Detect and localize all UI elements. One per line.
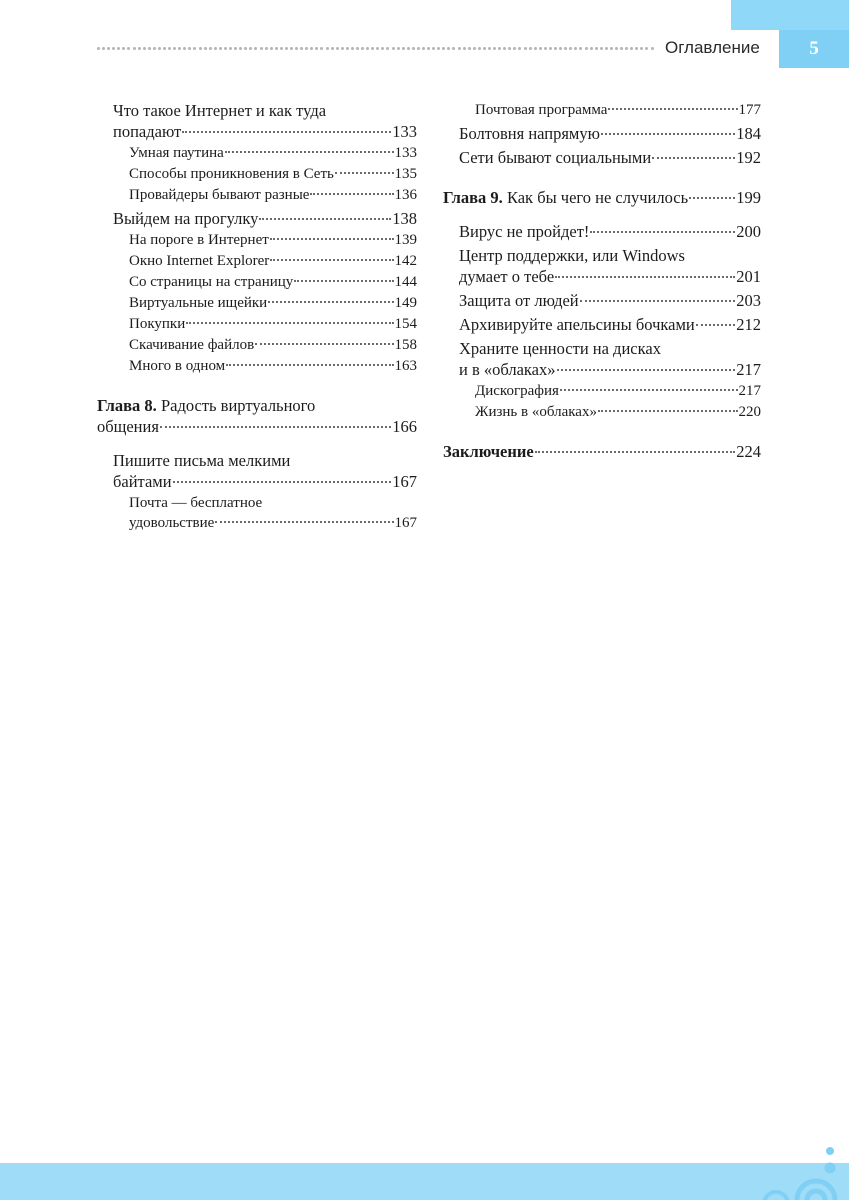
rule-dot — [498, 47, 501, 50]
dot-leader — [259, 218, 391, 220]
toc-entry-line — [475, 402, 761, 422]
toc-entry-line — [129, 293, 417, 313]
toc-page-number: 203 — [736, 291, 761, 310]
toc-entry-title: На пороге в Интернет — [129, 232, 269, 248]
rule-dot — [336, 47, 339, 50]
toc-entry — [129, 185, 417, 205]
toc-entry — [129, 493, 417, 533]
toc-entry — [113, 450, 417, 492]
toc-chapter-entry — [443, 187, 761, 208]
toc-page-number: 139 — [394, 232, 417, 248]
toc-entry — [475, 100, 761, 120]
rule-dot — [427, 47, 430, 50]
rule-dot — [122, 47, 125, 50]
dot-leader — [598, 410, 738, 412]
toc-page-number: 199 — [736, 188, 761, 207]
rule-dot — [153, 47, 156, 50]
dot-leader — [652, 157, 735, 159]
rule-dot — [442, 47, 445, 50]
rule-dot — [554, 47, 557, 50]
toc-entry-title: думает о тебе — [459, 267, 555, 286]
rule-dot — [473, 47, 476, 50]
dot-leader — [555, 276, 735, 278]
rule-dot — [143, 47, 146, 50]
toc-entry-line — [129, 164, 417, 184]
rule-dot — [102, 47, 105, 50]
toc-entry-title: Скачивание файлов — [129, 337, 255, 353]
rule-dot — [163, 47, 166, 50]
dot-leader — [173, 481, 392, 483]
rule-dot — [579, 47, 582, 50]
rule-dot — [640, 47, 643, 50]
toc-entry-line — [459, 266, 761, 287]
dot-leader — [255, 343, 393, 345]
rule-dot — [651, 47, 654, 50]
toc-entry-line — [97, 416, 417, 437]
rule-dot — [133, 47, 136, 50]
rule-dot — [127, 47, 130, 50]
toc-entry-title: Со страницы на страницу — [129, 274, 294, 290]
rule-dot — [402, 47, 405, 50]
rule-dot — [234, 47, 237, 50]
dot-leader — [270, 259, 393, 261]
toc-entry-title-part: Почта — бесплатное — [129, 495, 263, 511]
toc-entry — [459, 245, 761, 287]
rule-dot — [209, 47, 212, 50]
dot-leader — [182, 131, 391, 133]
toc-entry-title: Виртуальные ищейки — [129, 295, 268, 311]
rule-dot — [412, 47, 415, 50]
toc-page-number: 166 — [392, 417, 417, 436]
rule-dot — [518, 47, 521, 50]
toc-entry-title: Способы проникновения в Сеть — [129, 166, 334, 182]
rule-dot — [529, 47, 532, 50]
toc-page-number: 158 — [394, 337, 417, 353]
rule-dot — [275, 47, 278, 50]
toc-entry-line — [129, 513, 417, 533]
toc-entry-line — [113, 121, 417, 142]
chapter-label-wrap — [443, 187, 507, 208]
toc-chapter-entry — [97, 395, 417, 437]
toc-entry-title-part: Что такое Интернет и как туда — [113, 101, 327, 120]
page-number-badge — [779, 30, 849, 68]
toc-entry-title: Защита от людей — [459, 291, 579, 310]
rule-dot — [493, 47, 496, 50]
rule-dot — [346, 47, 349, 50]
rule-dot — [178, 47, 181, 50]
rule-dot — [513, 47, 516, 50]
toc-entry-line — [459, 221, 761, 242]
toc-page-number: 184 — [736, 124, 761, 143]
rule-dot — [564, 47, 567, 50]
rule-dot — [600, 47, 603, 50]
toc-entry-line — [129, 272, 417, 292]
toc-entry-title: Выйдем на прогулку — [113, 209, 259, 228]
toc-entry-line — [459, 359, 761, 380]
rule-dot — [300, 47, 303, 50]
toc-entry — [459, 314, 761, 335]
rule-dot — [635, 47, 638, 50]
header-dotted-rule — [97, 41, 655, 55]
rule-dot — [193, 47, 196, 50]
toc-entry — [113, 208, 417, 229]
dot-leader — [535, 451, 736, 453]
rule-dot — [574, 47, 577, 50]
toc-entry-title: Сети бывают социальными — [459, 148, 652, 167]
rule-dot — [534, 47, 537, 50]
rule-dot — [463, 47, 466, 50]
rule-dot — [341, 47, 344, 50]
toc-entry-line — [129, 185, 417, 205]
toc-entry-title: байтами — [113, 472, 172, 491]
rule-dot — [183, 47, 186, 50]
rule-dot — [392, 47, 395, 50]
rule-dot — [407, 47, 410, 50]
dot-leader — [580, 300, 736, 302]
toc-right-column — [443, 100, 761, 462]
toc-page-number: 167 — [392, 472, 417, 491]
toc-entry-line — [459, 314, 761, 335]
rule-dot — [559, 47, 562, 50]
dot-leader — [557, 369, 736, 371]
toc-entry — [113, 100, 417, 142]
rule-dot — [173, 47, 176, 50]
toc-entry-title: Много в одном — [129, 358, 226, 374]
rule-dot — [539, 47, 542, 50]
toc-entry-title-part: Радость виртуального — [160, 396, 316, 415]
toc-page-number: 217 — [736, 360, 761, 379]
toc-page-number: 154 — [394, 316, 417, 332]
rule-dot — [458, 47, 461, 50]
toc-entry-title-line1 — [97, 395, 417, 416]
rule-dot — [249, 47, 252, 50]
rule-dot — [97, 47, 100, 50]
rule-dot — [381, 47, 384, 50]
toc-page-number: 220 — [738, 404, 761, 420]
toc-entry-line — [129, 356, 417, 376]
toc-entry-line — [443, 187, 761, 208]
toc-page-number: 163 — [394, 358, 417, 374]
toc-entry-line — [475, 381, 761, 401]
rule-dot — [544, 47, 547, 50]
rule-dot — [483, 47, 486, 50]
rule-dot — [331, 47, 334, 50]
rule-dot — [168, 47, 171, 50]
toc-entry-title: Вирус не пройдет! — [459, 222, 590, 241]
rule-dot — [569, 47, 572, 50]
rule-dot — [371, 47, 374, 50]
toc-page-number: 135 — [394, 166, 417, 182]
toc-entry-title: попадают — [113, 122, 182, 141]
toc-entry-title: Умная паутина — [129, 145, 224, 161]
rule-dot — [280, 47, 283, 50]
dot-leader — [160, 426, 391, 428]
toc-entry-title: и в «облаках» — [459, 360, 556, 379]
rule-dot — [138, 47, 141, 50]
rule-dot — [503, 47, 506, 50]
rule-dot — [244, 47, 247, 50]
rule-dot — [508, 47, 511, 50]
rule-dot — [590, 47, 593, 50]
rule-dot — [239, 47, 242, 50]
rule-dot — [447, 47, 450, 50]
rule-dot — [620, 47, 623, 50]
toc-entry — [475, 381, 761, 401]
toc-entry-line — [459, 123, 761, 144]
dot-leader — [608, 108, 737, 110]
rule-dot — [478, 47, 481, 50]
footer-band — [0, 1163, 849, 1200]
rule-dot — [270, 47, 273, 50]
dot-leader — [268, 301, 393, 303]
toc-entry — [129, 143, 417, 163]
rule-dot — [356, 47, 359, 50]
toc-entry — [129, 293, 417, 313]
toc-entry-line — [459, 147, 761, 168]
toc-entry-line — [475, 100, 761, 120]
toc-entry-title-part: Пишите письма мелкими — [113, 451, 291, 470]
toc-entry-title: общения — [97, 417, 159, 436]
toc-entry-title: Покупки — [129, 316, 186, 332]
toc-entry-line — [129, 143, 417, 163]
rule-dot — [320, 47, 323, 50]
toc-entry-line — [443, 441, 761, 462]
rule-dot — [188, 47, 191, 50]
toc-entry-title-line1 — [459, 338, 761, 359]
corner-tab — [731, 0, 849, 30]
toc-page-number: 133 — [394, 145, 417, 161]
toc-entry-title-line1 — [459, 245, 761, 266]
toc-page-number: 177 — [738, 102, 761, 118]
dot-leader — [294, 280, 393, 282]
toc-entry-title: Почтовая программа — [475, 102, 608, 118]
rule-dot — [625, 47, 628, 50]
toc-entry-title: Архивируйте апельсины бочками — [459, 315, 695, 334]
toc-entry-title: Провайдеры бывают разные — [129, 187, 310, 203]
toc-page-number: 217 — [738, 383, 761, 399]
toc-entry-title: удовольствие — [129, 515, 215, 531]
rule-dot — [610, 47, 613, 50]
rule-dot — [524, 47, 527, 50]
dot-leader — [225, 151, 394, 153]
toc-entry-title: Как бы чего не случилось — [506, 188, 689, 207]
toc-page-number: 138 — [392, 209, 417, 228]
rule-dot — [254, 47, 257, 50]
rule-dot — [361, 47, 364, 50]
rule-dot — [214, 47, 217, 50]
toc-entry-line — [129, 314, 417, 334]
toc-entry-title-line1 — [113, 100, 417, 121]
rule-dot — [386, 47, 389, 50]
toc-page-number: 200 — [736, 222, 761, 241]
toc-entry-line — [129, 251, 417, 271]
rule-dot — [351, 47, 354, 50]
rule-dot — [310, 47, 313, 50]
dot-leader — [270, 238, 394, 240]
toc-left-column — [97, 100, 417, 533]
toc-entry — [129, 356, 417, 376]
rule-dot — [326, 47, 329, 50]
dot-leader — [696, 324, 736, 326]
toc-entry-title: Болтовня напрямую — [459, 124, 600, 143]
dot-leader — [601, 133, 735, 135]
toc-entry — [459, 147, 761, 168]
toc-entry-title: Заключение — [443, 442, 534, 461]
dot-leader — [310, 193, 393, 195]
dot-leader — [335, 172, 394, 174]
dot-leader — [560, 389, 738, 391]
toc-entry — [459, 123, 761, 144]
toc-entry-title: Окно Internet Explorer — [129, 253, 270, 269]
chapter-label: Глава 8. — [97, 396, 157, 415]
toc-entry-title-line1 — [129, 493, 417, 513]
dot-leader — [226, 364, 393, 366]
toc-page-number: 133 — [392, 122, 417, 141]
rule-dot — [148, 47, 151, 50]
rule-dot — [549, 47, 552, 50]
rule-dot — [615, 47, 618, 50]
toc-page-number: 167 — [394, 515, 417, 531]
rule-dot — [432, 47, 435, 50]
rule-dot — [204, 47, 207, 50]
rule-dot — [107, 47, 110, 50]
toc-entry-title-line1 — [113, 450, 417, 471]
toc-page-number: 149 — [394, 295, 417, 311]
toc-entry — [129, 251, 417, 271]
toc-entry-title: Дискография — [475, 383, 559, 399]
section-title: Оглавление — [665, 38, 760, 57]
toc-entry-line — [129, 230, 417, 250]
rule-dot — [630, 47, 633, 50]
rule-dot — [265, 47, 268, 50]
toc-page-number: 201 — [736, 267, 761, 286]
toc-entry-title: Жизнь в «облаках» — [475, 404, 597, 420]
rule-dot — [605, 47, 608, 50]
rule-dot — [452, 47, 455, 50]
toc-entry — [459, 338, 761, 380]
rule-dot — [260, 47, 263, 50]
rule-dot — [229, 47, 232, 50]
rule-dot — [219, 47, 222, 50]
toc-page-number: 136 — [394, 187, 417, 203]
toc-entry-line — [459, 290, 761, 311]
bubbles-decoration-icon — [760, 1138, 849, 1200]
dot-leader — [215, 521, 393, 523]
toc-entry — [129, 272, 417, 292]
toc-entry — [129, 164, 417, 184]
rule-dot — [295, 47, 298, 50]
rule-dot — [376, 47, 379, 50]
toc-page-number: 212 — [736, 315, 761, 334]
toc-entry-line — [113, 471, 417, 492]
toc-chapter-entry — [443, 441, 761, 462]
toc-page-number: 192 — [736, 148, 761, 167]
toc-entry — [459, 290, 761, 311]
rule-dot — [645, 47, 648, 50]
toc-entry — [129, 335, 417, 355]
toc-entry-title-part: Храните ценности на дисках — [459, 339, 661, 358]
rule-dot — [366, 47, 369, 50]
dot-leader — [590, 231, 735, 233]
toc-page-number: 142 — [394, 253, 417, 269]
rule-dot — [422, 47, 425, 50]
rule-dot — [585, 47, 588, 50]
toc-entry — [129, 230, 417, 250]
page-number: 5 — [809, 38, 819, 59]
rule-dot — [305, 47, 308, 50]
toc-entry — [475, 402, 761, 422]
toc-entry-line — [113, 208, 417, 229]
dot-leader — [186, 322, 393, 324]
rule-dot — [199, 47, 202, 50]
toc-entry — [129, 314, 417, 334]
toc-page-number: 144 — [394, 274, 417, 290]
chapter-label: Глава 9. — [443, 188, 503, 207]
toc-entry — [459, 221, 761, 242]
toc-entry-line — [129, 335, 417, 355]
toc-entry-title-part: Центр поддержки, или Windows — [459, 246, 685, 265]
rule-dot — [397, 47, 400, 50]
rule-dot — [488, 47, 491, 50]
rule-dot — [468, 47, 471, 50]
dot-leader — [689, 197, 735, 199]
rule-dot — [112, 47, 115, 50]
rule-dot — [315, 47, 318, 50]
rule-dot — [437, 47, 440, 50]
rule-dot — [117, 47, 120, 50]
toc-page-number: 224 — [736, 442, 761, 461]
rule-dot — [417, 47, 420, 50]
rule-dot — [285, 47, 288, 50]
rule-dot — [158, 47, 161, 50]
rule-dot — [595, 47, 598, 50]
rule-dot — [290, 47, 293, 50]
rule-dot — [224, 47, 227, 50]
